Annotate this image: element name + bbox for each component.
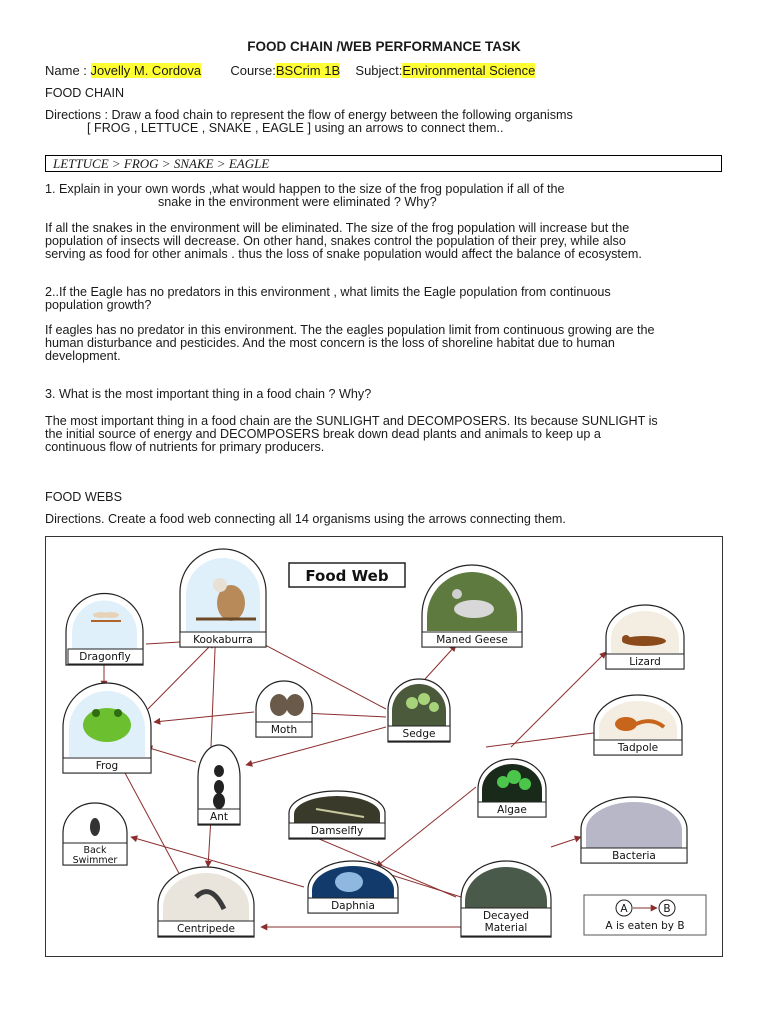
organism-damselfly xyxy=(289,791,385,839)
food-webs-directions: Directions. Create a food web connecting all 14 organisms using the arrows connecting them. xyxy=(45,512,566,526)
food-chain-answer-box xyxy=(45,155,722,172)
food-web-svg xyxy=(46,537,724,958)
organism-dragonfly xyxy=(66,594,143,666)
geese-icon xyxy=(454,600,494,618)
answer-1-line-3: serving as food for other animals . thus the loss of snake population would affect the balance of ecosystem. xyxy=(45,247,642,261)
food-chain-heading: FOOD CHAIN xyxy=(45,86,125,100)
answer-2-line-1: If eagles has no predator in this environment. The the eagles population limit from continuous growing are the xyxy=(45,323,655,337)
svg-text:Tadpole: Tadpole xyxy=(617,742,659,754)
answer-3-line-1: The most important thing in a food chain are the SUNLIGHT and DECOMPOSERS. Its because SUNLIGHT is xyxy=(45,414,658,428)
name-value: Jovelly M. Cordova xyxy=(90,63,202,78)
answer-3-line-2: the initial source of energy and DECOMPOSERS break down dead plants and animals to keep up a xyxy=(45,427,601,441)
svg-text:Centripede: Centripede xyxy=(176,923,236,935)
svg-text:A: A xyxy=(620,903,628,915)
food-chain-answer: LETTUCE > FROG > SNAKE > EAGLE xyxy=(53,156,270,171)
organism-sedge xyxy=(388,679,450,742)
arrow-ant-frog xyxy=(146,747,196,762)
organism-frog xyxy=(63,683,151,773)
organism-tadpole xyxy=(594,695,682,755)
organism-centripede xyxy=(158,867,254,937)
svg-text:Daphnia: Daphnia xyxy=(331,900,375,912)
svg-text:Material: Material xyxy=(484,922,528,934)
organism-kookaburra xyxy=(180,549,266,647)
svg-text:Lizard: Lizard xyxy=(629,656,661,668)
subject-value: Environmental Science xyxy=(402,63,536,78)
svg-text:Moth: Moth xyxy=(270,724,298,736)
food-webs-heading: FOOD WEBS xyxy=(45,490,122,504)
answer-2-line-3: development. xyxy=(45,349,121,363)
svg-text:Bacteria: Bacteria xyxy=(612,850,656,862)
answer-3-line-3: continuous flow of nutrients for primary producers. xyxy=(45,440,325,454)
name-label: Name : xyxy=(45,63,87,78)
svg-text:Back: Back xyxy=(83,845,107,856)
page-title: FOOD CHAIN /WEB PERFORMANCE TASK xyxy=(247,39,521,54)
frog-icon xyxy=(83,708,131,742)
organism-ant xyxy=(198,745,240,825)
arrow-algae-tadpole xyxy=(486,732,601,747)
svg-text:Damselfly: Damselfly xyxy=(310,825,364,837)
svg-text:B: B xyxy=(663,903,671,915)
question-3-line-1: 3. What is the most important thing in a food chain ? Why? xyxy=(45,387,372,401)
svg-text:Decayed: Decayed xyxy=(482,910,530,922)
food-web-legend xyxy=(584,895,706,935)
organism-bacteria xyxy=(581,797,687,863)
food-web-title: Food Web xyxy=(305,567,389,585)
organism-algae xyxy=(478,759,546,817)
question-1-line-2: snake in the environment were eliminated ? Why? xyxy=(158,195,437,209)
subject-label: Subject: xyxy=(355,63,403,78)
arrow-moth-frog xyxy=(154,712,254,722)
daphnia-icon xyxy=(335,872,363,892)
organism-moth xyxy=(256,681,312,737)
food-web-diagram xyxy=(45,536,723,957)
question-2-line-1: 2..If the Eagle has no predators in this environment , what limits the Eagle population from continuous xyxy=(45,285,611,299)
question-1-line-1: 1. Explain in your own words ,what would happen to the size of the frog population if all of the xyxy=(45,182,565,196)
course-label: Course: xyxy=(230,63,276,78)
question-2-line-2: population growth? xyxy=(45,298,152,312)
organism-lizard xyxy=(606,605,684,669)
organism-back-swimmer xyxy=(63,803,127,866)
svg-text:Maned Geese: Maned Geese xyxy=(436,634,508,646)
svg-text:Ant: Ant xyxy=(210,811,228,823)
svg-text:Sedge: Sedge xyxy=(402,728,436,740)
answer-1-line-1: If all the snakes in the environment will be eliminated. The size of the frog population will increase but the xyxy=(45,221,630,235)
answer-1-line-2: population of insects will decrease. On other hand, snakes control the population of their prey, while also xyxy=(45,234,626,248)
food-chain-directions-2: [ FROG , LETTUCE , SNAKE , EAGLE ] using an arrows to connect them.. xyxy=(87,121,504,135)
food-chain-directions-1: Directions : Draw a food chain to represent the flow of energy between the following organisms xyxy=(45,108,573,122)
back-swimmer-icon xyxy=(90,818,100,836)
legend-text: A is eaten by B xyxy=(605,920,685,932)
svg-text:Swimmer: Swimmer xyxy=(72,855,118,866)
svg-text:Algae: Algae xyxy=(497,804,527,816)
svg-text:Frog: Frog xyxy=(95,760,119,772)
arrow-frog-kookaburra xyxy=(148,642,214,709)
ant-icon xyxy=(213,765,225,809)
organism-maned-geese xyxy=(422,565,522,647)
organism-decayed-material xyxy=(461,861,551,937)
svg-text:Kookaburra: Kookaburra xyxy=(193,634,253,646)
info-line xyxy=(45,64,535,77)
answer-2-line-2: human disturbance and pesticides. And the most concern is the loss of shoreline habitat due to human xyxy=(45,336,615,350)
course-value: BSCrim 1B xyxy=(275,63,341,78)
arrow-algae-daphnia xyxy=(376,787,476,867)
svg-text:Dragonfly: Dragonfly xyxy=(79,651,131,663)
arrow-decayed-bacteria xyxy=(551,837,581,847)
organism-daphnia xyxy=(308,861,398,913)
